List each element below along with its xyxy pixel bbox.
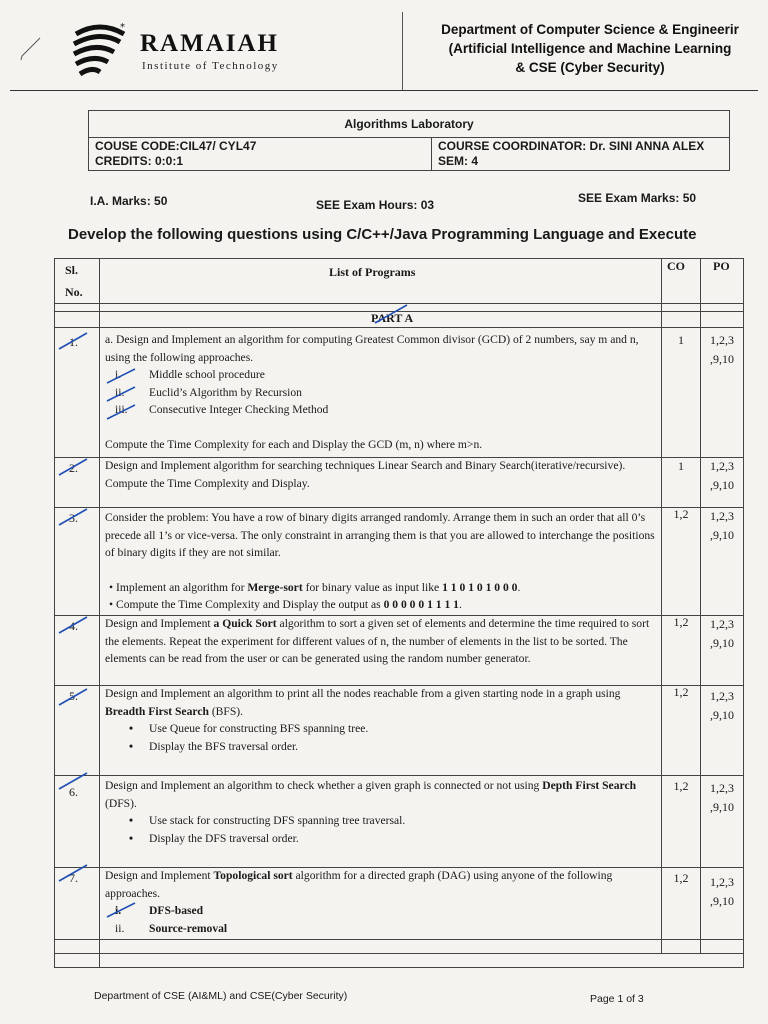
sub-item-number: ii. [115, 385, 125, 399]
tick-mark-icon [105, 401, 139, 423]
po-line: 1,2,3 [710, 875, 734, 889]
program-text [105, 867, 657, 902]
program-number: 7. [69, 871, 78, 885]
po-line: ,9,10 [710, 636, 734, 650]
department-name [410, 20, 768, 77]
tick-mark-icon [57, 457, 91, 479]
sub-item [105, 902, 657, 920]
bullet-item: • Compute the Time Complexity and Display the output as 0 0 0 0 0 1 1 1 1. [109, 598, 462, 611]
po-line: ,9,10 [710, 528, 734, 542]
program-number: 1. [69, 335, 78, 349]
program-text [105, 685, 657, 720]
program-text-post: algorithm for a directed graph (DAG) using anyone of the following approaches. [105, 869, 613, 900]
bullet-item: • Display the DFS traversal order. [105, 830, 657, 848]
sub-item-text: DFS-based [149, 904, 204, 917]
program-text-pre: Design and Implement [105, 869, 214, 882]
sub-item-number: i. [115, 904, 122, 917]
program-number: 3. [69, 511, 78, 525]
program-text: Design and Implement [105, 617, 214, 630]
course-coordinator: COURSE COORDINATOR: Dr. SINI ANNA ALEX [438, 139, 705, 153]
po-line: ,9,10 [710, 708, 734, 722]
col-header-list: List of Programs [329, 265, 416, 279]
co-value: 1 [678, 333, 684, 347]
col-header-co: CO [667, 259, 685, 273]
dept-line-2: (Artificial Intelligence and Machine Learning [448, 41, 732, 56]
po-value [701, 331, 743, 369]
po-value [701, 873, 743, 911]
po-value [701, 457, 743, 495]
po-line: 1,2,3 [710, 333, 734, 347]
course-info-table [88, 110, 730, 171]
col-divider [661, 259, 662, 953]
page-header [10, 12, 758, 91]
program-number: 5. [69, 689, 78, 703]
footer-department: Department of CSE (AI&ML) and CSE(Cyber Security) [94, 990, 348, 1002]
program-table [54, 258, 744, 968]
po-line: ,9,10 [710, 800, 734, 814]
course-code: COUSE CODE:CIL47/ CYL47 [95, 139, 257, 153]
program-text-post: (DFS). [105, 796, 137, 810]
pen-mark-icon [18, 36, 42, 62]
bullet-text: for binary value as input like [302, 580, 443, 594]
bullet-text: Compute the Time Complexity and Display the output as [115, 598, 384, 611]
bullet-item: • Use Queue for constructing BFS spanning tree. [105, 720, 657, 738]
co-value: 1 [678, 459, 684, 473]
bullet-text: Implement an algorithm for [115, 580, 248, 594]
po-line: 1,2,3 [710, 781, 734, 795]
tick-mark-icon [57, 687, 91, 709]
po-line: 1,2,3 [710, 509, 734, 523]
sub-item-number: iii. [115, 403, 128, 416]
sub-item-text: Consecutive Integer Checking Method [149, 403, 329, 416]
ia-marks: I.A. Marks: 50 [90, 194, 168, 208]
dept-line-1: Department of Computer Science & Engineerir [441, 22, 739, 37]
program-description [105, 331, 657, 453]
po-value [701, 507, 743, 545]
program-description: Design and Implement algorithm for searching techniques Linear Search and Binary Search(iterative/recursive). Compute the Time Complexity and Display. [105, 459, 626, 490]
po-line: ,9,10 [710, 894, 734, 908]
bullet-bold: 0 0 0 0 0 1 1 1 1 [383, 598, 459, 611]
program-text-pre: Design and Implement an algorithm to check whether a given graph is connected or not using [105, 779, 543, 792]
tick-mark-icon [105, 899, 139, 921]
program-text: Consider the problem: You have a row of binary digits arranged randomly. Arrange them in such an order that all 0’s precede all 1’s or vice-versa. The only constraint in arranging them is that you are allowed to interchange the positions of binary digits if they are not similar. [105, 511, 655, 559]
tick-mark-icon [57, 771, 91, 793]
program-text-pre: Design and Implement an algorithm to print all the nodes reachable from a given starting node in a graph using [105, 687, 621, 700]
bullet-item: • Implement an algorithm for Merge-sort for binary value as input like 1 1 0 1 0 1 0 0 0. [109, 580, 521, 594]
po-line: ,9,10 [710, 352, 734, 366]
course-coordinator-cell [432, 138, 730, 171]
course-code-cell [89, 138, 432, 171]
po-line: 1,2,3 [710, 617, 734, 631]
tick-mark-icon [57, 331, 91, 353]
dept-line-3: & CSE (Cyber Security) [515, 60, 665, 75]
svg-text:*: * [120, 22, 125, 33]
bullet-bold: Merge-sort [247, 580, 303, 594]
sub-item [105, 920, 657, 938]
col-divider [99, 259, 100, 967]
tick-mark-icon [371, 303, 414, 325]
bullet-item: • Use stack for constructing DFS spanning tree traversal. [105, 812, 657, 830]
program-bold: a Quick Sort [213, 617, 277, 630]
program-description [105, 777, 657, 847]
program-text-after: Compute the Time Complexity for each and Display the GCD (m, n) where m>n. [105, 437, 483, 451]
sub-item [105, 384, 657, 402]
tick-mark-icon [57, 507, 91, 529]
program-description [105, 615, 657, 668]
course-sem: SEM: 4 [438, 154, 479, 168]
co-value: 1,2 [673, 871, 689, 885]
sub-item-number: i. [115, 368, 122, 381]
program-description [105, 867, 657, 937]
sub-item [105, 366, 657, 384]
tick-mark-icon [57, 615, 91, 637]
program-number: 6. [69, 785, 78, 799]
program-text: algorithm to sort a given set of elements and determine the time required to sort the elements. Repeat the experiment for different values of n, the number of elements in the list to be sorted. The elements can be read from the user or can be generated using the random number generator. [105, 617, 650, 665]
po-line: 1,2,3 [710, 689, 734, 703]
po-value [701, 687, 743, 725]
bullet-bold: 1 1 0 1 0 1 0 0 0 [442, 580, 518, 594]
program-text [105, 777, 657, 812]
see-exam-hours: SEE Exam Hours: 03 [316, 198, 435, 212]
footer-page-number: Page 1 of 3 [590, 993, 644, 1005]
po-value [701, 779, 743, 817]
part-heading: PART A [371, 311, 414, 325]
bullet-item: • Display the BFS traversal order. [105, 738, 657, 756]
institute-name: RAMAIAH [140, 30, 279, 57]
col-header-sl: Sl. [65, 263, 79, 277]
sub-item [105, 401, 657, 419]
sub-item-text: Euclid’s Algorithm by Recursion [149, 385, 302, 399]
co-value: 1,2 [673, 507, 689, 521]
program-number: 4. [69, 619, 78, 633]
course-credits: CREDITS: 0:0:1 [95, 154, 184, 168]
row-divider [55, 507, 743, 508]
row-divider [55, 953, 743, 954]
program-bold: Depth First Search [542, 779, 637, 792]
col-header-po: PO [713, 259, 730, 273]
row-divider [55, 939, 743, 940]
co-value: 1,2 [673, 615, 689, 629]
sub-item-number: ii. [115, 921, 125, 935]
po-value [701, 615, 743, 653]
instruction-text: Develop the following questions using C/C++/Java Programming Language and Execute [68, 226, 697, 243]
program-number: 2. [69, 461, 78, 475]
co-value: 1,2 [673, 779, 689, 793]
sub-item-text: Middle school procedure [149, 368, 265, 381]
po-line: 1,2,3 [710, 459, 734, 473]
tick-mark-icon [57, 863, 91, 885]
col-header-no: No. [65, 285, 83, 299]
co-value: 1,2 [673, 685, 689, 699]
row-divider [55, 327, 743, 328]
course-title: Algorithms Laboratory [89, 111, 730, 138]
po-line: ,9,10 [710, 478, 734, 492]
program-description [105, 509, 657, 614]
row-divider [55, 775, 743, 776]
ramaiah-logo [70, 20, 130, 80]
institute-subtitle: Institute of Technology [142, 60, 279, 72]
program-description [105, 685, 657, 755]
program-bold: Breadth First Search [105, 704, 209, 718]
program-bold: Topological sort [213, 869, 293, 882]
program-text: a. Design and Implement an algorithm for computing Greatest Common divisor (GCD) of 2 numbers, say m and n, using the following approaches. [105, 333, 639, 364]
header-divider [402, 12, 403, 90]
program-text-post: (BFS). [208, 704, 244, 718]
sub-item-text: Source-removal [149, 921, 228, 935]
see-exam-marks: SEE Exam Marks: 50 [578, 191, 697, 205]
